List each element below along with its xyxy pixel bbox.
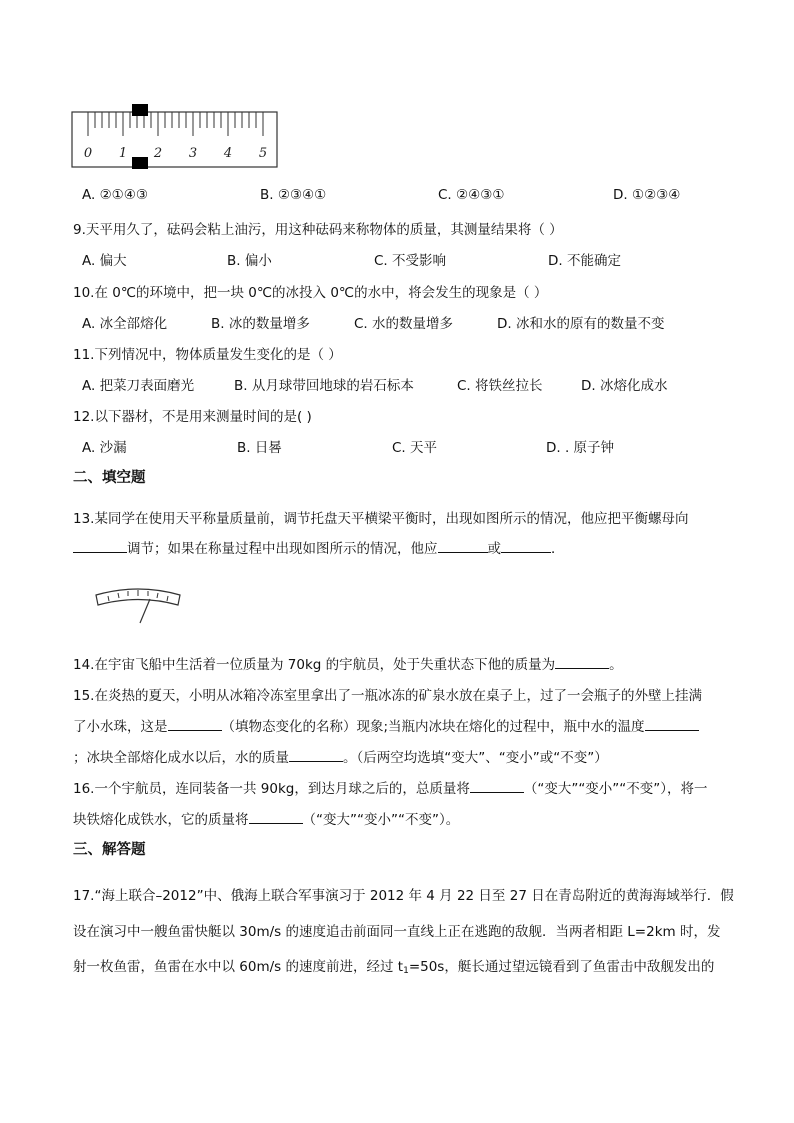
q14-line	[73, 653, 623, 673]
q11-option-a[interactable]: A. 把菜刀表面磨光	[82, 378, 195, 394]
q17-subscript: 1	[403, 966, 409, 976]
q13-text-b: 或	[487, 541, 501, 557]
q9-option-b[interactable]: B. 偏小	[227, 253, 272, 269]
top-marker	[132, 104, 148, 116]
q10-option-c[interactable]: C. 水的数量增多	[354, 316, 454, 332]
q11-option-b[interactable]: B. 从月球带回地球的岩石标本	[234, 378, 414, 394]
q17-line2: 设在演习中一艘鱼雷快艇以 30m/s 的速度追击前面同一直线上正在逃跑的敌舰．当两者相距 L=2km 时，发	[73, 924, 721, 940]
q13-text-c: ．	[551, 541, 565, 557]
section-heading-fill-in: 二、填空题	[73, 470, 146, 486]
q15-blank-2[interactable]	[645, 716, 699, 731]
q15-blank-1[interactable]	[168, 716, 222, 731]
q9-option-a[interactable]: A. 偏大	[82, 253, 127, 269]
ruler-tick-label: 5	[258, 146, 268, 161]
q11-option-c[interactable]: C. 将铁丝拉长	[457, 378, 543, 394]
q9-option-d[interactable]: D. 不能确定	[548, 253, 621, 269]
balance-scale-figure	[92, 585, 184, 627]
q12-option-a[interactable]: A. 沙漏	[82, 440, 127, 456]
q10-option-a[interactable]: A. 冰全部熔化	[82, 316, 168, 332]
q11-option-d[interactable]: D. 冰熔化成水	[581, 378, 668, 394]
q17-line3	[73, 955, 714, 976]
ruler-tick-label: 1	[118, 146, 128, 161]
q10-option-b[interactable]: B. 冰的数量增多	[211, 316, 310, 332]
q15-line3	[73, 746, 608, 766]
q8-option-d[interactable]: D. ①②③④	[613, 187, 681, 203]
q8-option-c[interactable]: C. ②④③①	[438, 187, 505, 203]
q15-line1: 15.在炎热的夏天，小明从冰箱冷冻室里拿出了一瓶冰冻的矿泉水放在桌子上，过了一会瓶子的外壁上挂满	[73, 688, 702, 704]
q13-line2	[73, 537, 565, 557]
q10-stem: 10.在 0℃的环境中，把一块 0℃的冰投入 0℃的水中，将会发生的现象是（ ）	[73, 285, 548, 301]
q9-stem: 9.天平用久了，砝码会粘上油污，用这种砝码来称物体的质量，其测量结果将（ ）	[73, 222, 563, 238]
q15-line2	[73, 715, 699, 735]
q16-text-b: （“变大”“变小”“不变”），将一	[523, 781, 708, 797]
q16-line2	[73, 808, 459, 828]
q8-option-b[interactable]: B. ②③④①	[260, 187, 327, 203]
q17-line1: 17.“海上联合–2012”中、俄海上联合军事演习于 2012 年 4 月 22 日至 27 日在青岛附近的黄海海域举行．假	[73, 888, 734, 904]
q16-text-a: 16.一个宇航员，连同装备一共 90kg，到达月球之后的，总质量将	[73, 781, 470, 797]
q15-text-b: （填物态变化的名称）现象;当瓶内冰块在熔化的过程中，瓶中水的温度	[221, 719, 645, 735]
q13-blank-1[interactable]	[73, 538, 127, 553]
q16-line1	[73, 777, 708, 797]
balance-pointer	[140, 599, 150, 623]
q15-blank-3[interactable]	[289, 747, 343, 762]
q16-text-d: （“变大”“变小”“不变”）。	[302, 812, 460, 828]
q16-blank-1[interactable]	[470, 778, 524, 793]
q11-stem: 11.下列情况中，物体质量发生变化的是（ ）	[73, 347, 342, 363]
ruler-tick-label: 3	[188, 146, 198, 161]
q13-text-a: 调节；如果在称量过程中出现如图所示的情况，他应	[127, 541, 438, 557]
q16-blank-2[interactable]	[249, 809, 303, 824]
q13-line1: 13.某同学在使用天平称量质量前，调节托盘天平横梁平衡时，出现如图所示的情况，他应把平衡螺母向	[73, 511, 689, 527]
q9-option-c[interactable]: C. 不受影响	[374, 253, 447, 269]
q17-text-a: 射一枚鱼雷，鱼雷在水中以 60m/s 的速度前进，经过 t	[73, 959, 404, 975]
q13-blank-3[interactable]	[501, 538, 551, 553]
q8-option-a[interactable]: A. ②①④③	[82, 187, 148, 203]
q14-text-a: 14.在宇宙飞船中生活着一位质量为 70kg 的宇航员，处于失重状态下他的质量为	[73, 657, 556, 673]
q12-option-d[interactable]: D. . 原子钟	[546, 440, 615, 456]
section-heading-answer: 三、解答题	[73, 842, 146, 858]
q10-option-d[interactable]: D. 冰和水的原有的数量不变	[497, 316, 665, 332]
q15-text-c: ；冰块全部熔化成水以后，水的质量	[73, 750, 289, 766]
q14-text-b: 。	[609, 657, 623, 673]
ruler-figure	[70, 102, 282, 172]
q14-blank[interactable]	[555, 654, 609, 669]
q15-text-d: 。（后两空均选填“变大”、“变小”或“不变”）	[343, 750, 608, 766]
q17-text-b: =50s，艇长通过望远镜看到了鱼雷击中敌舰发出的	[408, 959, 715, 975]
q12-option-c[interactable]: C. 天平	[392, 440, 438, 456]
q15-text-a: 了小水珠，这是	[73, 719, 168, 735]
q13-blank-2[interactable]	[438, 538, 488, 553]
ruler-tick-label: 4	[223, 146, 233, 161]
q12-option-b[interactable]: B. 日晷	[237, 440, 282, 456]
q16-text-c: 块铁熔化成铁水，它的质量将	[73, 812, 249, 828]
ruler-tick-label: 0	[83, 146, 93, 161]
q12-stem: 12.以下器材，不是用来测量时间的是( )	[73, 409, 312, 425]
ruler-tick-label: 2	[153, 146, 163, 161]
bottom-marker	[132, 157, 148, 169]
